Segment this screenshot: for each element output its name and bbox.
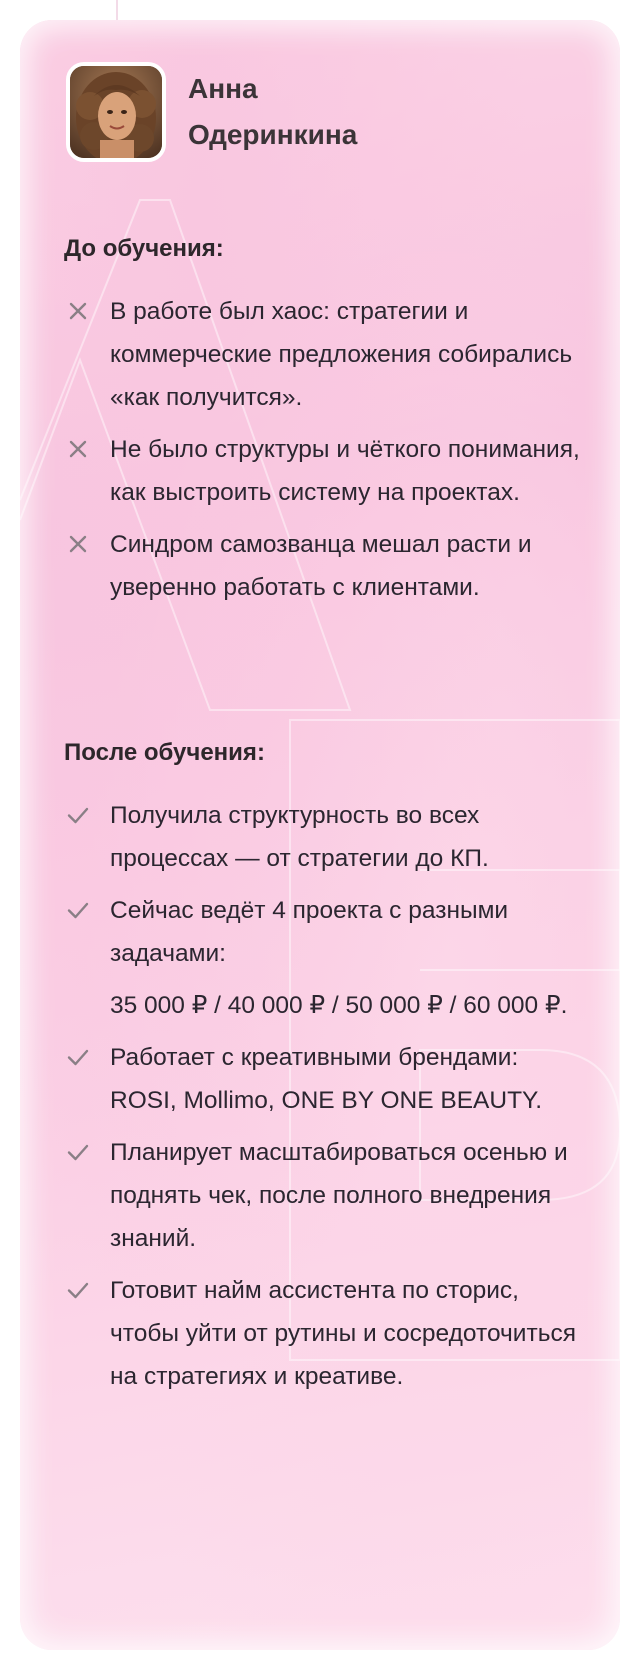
before-item-text: Синдром самозванца мешал расти и уверенно работать с клиентами.: [110, 531, 532, 601]
cross-icon: [66, 437, 90, 461]
check-icon: [66, 1140, 90, 1164]
after-item: [64, 794, 584, 880]
after-item-text: Готовит найм ассистента по сторис, чтобы уйти от рутины и сосредоточиться на стратегиях и креативе.: [110, 1277, 576, 1390]
after-item-text: Работает с креативными брендами: ROSI, Mollimo, ONE BY ONE BEAUTY.: [110, 1044, 543, 1114]
check-icon: [66, 803, 90, 827]
after-item: [64, 1036, 584, 1122]
after-item-prices: 35 000 ₽ / 40 000 ₽ / 50 000 ₽ / 60 000 ₽.: [110, 992, 568, 1019]
before-item: [64, 290, 584, 419]
before-title: До обучения:: [64, 235, 224, 262]
person-name: [188, 66, 408, 158]
before-item-text: В работе был хаос: стратегии и коммерческие предложения собирались «как получится».: [110, 298, 573, 411]
before-item: [64, 428, 584, 514]
person-header: [66, 62, 408, 162]
avatar: [66, 62, 166, 162]
cross-icon: [66, 532, 90, 556]
after-title: После обучения:: [64, 739, 265, 766]
check-icon: [66, 898, 90, 922]
after-section: [64, 738, 584, 1407]
before-section: [64, 234, 584, 618]
cross-icon: [66, 299, 90, 323]
person-first-name: Анна: [188, 73, 258, 104]
after-item: [64, 1131, 584, 1260]
after-item: [64, 1269, 584, 1398]
person-last-name: Одеринкина: [188, 119, 358, 150]
portrait-icon: [70, 66, 162, 158]
after-item-text: Сейчас ведёт 4 проекта с разными задачами:: [110, 897, 509, 967]
after-item: [64, 889, 584, 1027]
testimonial-card: [20, 20, 620, 1650]
check-icon: [66, 1045, 90, 1069]
before-item-text: Не было структуры и чёткого понимания, как выстроить систему на проектах.: [110, 436, 580, 506]
after-item-text: Получила структурность во всех процессах — от стратегии до КП.: [110, 802, 489, 872]
check-icon: [66, 1278, 90, 1302]
after-item-text: Планирует масштабироваться осенью и поднять чек, после полного внедрения знаний.: [110, 1139, 568, 1252]
before-item: [64, 523, 584, 609]
